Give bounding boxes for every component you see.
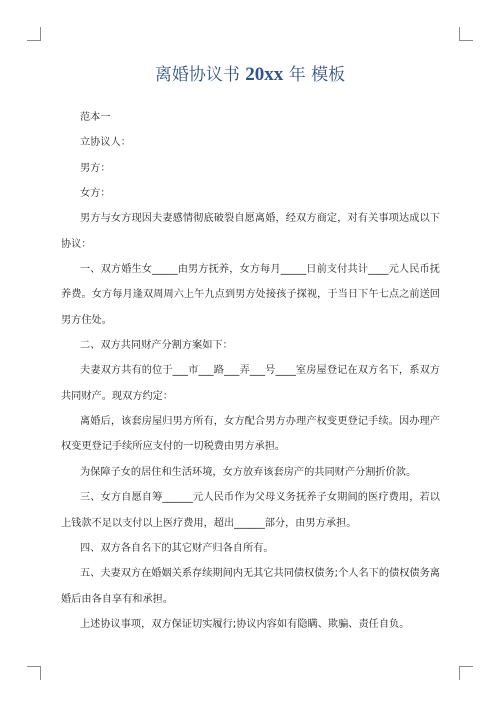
text-line: 男方： — [80, 162, 111, 174]
text-line: 夫妻双方共有的位于___市___路___弄___号____室房屋登记在双方名下，系双方 — [80, 365, 440, 377]
wife-field — [61, 181, 440, 206]
text-line: 二、双方共同财产分割方案如下： — [80, 340, 233, 352]
text-line: 离婚后，该套房屋归男方所有，女方配合男方办理产权变更登记手续。因办理产 — [80, 416, 440, 428]
document-body — [61, 105, 440, 637]
text-line: 为保障子女的居住和生活环境，女方放弃该套房产的共同财产分割折价款。 — [80, 466, 417, 478]
title-suffix: 年 模板 — [288, 65, 346, 85]
text-line: 权变更登记手续所应支付的一切税费由男方承担。 — [61, 441, 286, 453]
joint-property-paragraph — [61, 358, 440, 409]
clause-4-separate-property — [61, 536, 440, 561]
template-label — [61, 105, 440, 130]
crop-mark-bottom-right — [459, 666, 473, 680]
text-line: 范本一 — [80, 112, 111, 123]
text-line: 协议： — [61, 238, 92, 250]
crop-mark-top-right — [459, 27, 473, 41]
text-line: 四、双方各自名下的其它财产归各自所有。 — [80, 542, 274, 554]
preamble-paragraph — [61, 206, 440, 257]
title-year: 20xx — [245, 64, 284, 85]
text-line: 三、女方自愿自筹______元人民币作为父母义务抚养子女期间的医疗费用，若以 — [80, 492, 440, 504]
text-line: 立协议人： — [80, 137, 131, 149]
performance-guarantee-paragraph — [61, 612, 440, 637]
clause-3-medical-expenses — [61, 485, 440, 536]
text-line: 男方住处。 — [61, 314, 112, 326]
child-housing-paragraph — [61, 460, 440, 485]
text-line: 女方： — [80, 188, 111, 200]
document-title — [0, 63, 500, 87]
crop-mark-bottom-left — [27, 666, 41, 680]
text-line: 上述协议事项，双方保证切实履行;协议内容如有隐瞒、欺骗、责任自负。 — [80, 618, 410, 630]
text-line: 养费。女方每月逢双周周六上午九点到男方处接孩子探视，于当日下午七点之前送回 — [61, 289, 440, 301]
text-line: 上钱款不足以支付以上医疗费用，超出______部分，由男方承担。 — [61, 517, 357, 529]
title-main: 离婚协议书 — [154, 65, 240, 85]
text-line: 共同财产。现双方约定： — [61, 390, 174, 402]
crop-mark-top-left — [27, 27, 41, 41]
text-line: 婚后由各自享有和承担。 — [61, 593, 174, 605]
house-ownership-paragraph — [61, 409, 440, 460]
parties-heading — [61, 130, 440, 155]
text-line: 男方与女方现因夫妻感情彻底破裂自愿离婚，经双方商定，对有关事项达成以下 — [80, 213, 440, 225]
clause-5-debts — [61, 561, 440, 612]
husband-field — [61, 156, 440, 181]
clause-1-child-custody — [61, 257, 440, 333]
text-line: 五、夫妻双方在婚姻关系存续期间内无其它共同债权债务;个人名下的债权债务离 — [80, 568, 440, 580]
clause-2-heading — [61, 333, 440, 358]
text-line: 一、双方婚生女_____由男方抚养，女方每月_____日前支付共计____元人民币抚 — [80, 264, 440, 276]
